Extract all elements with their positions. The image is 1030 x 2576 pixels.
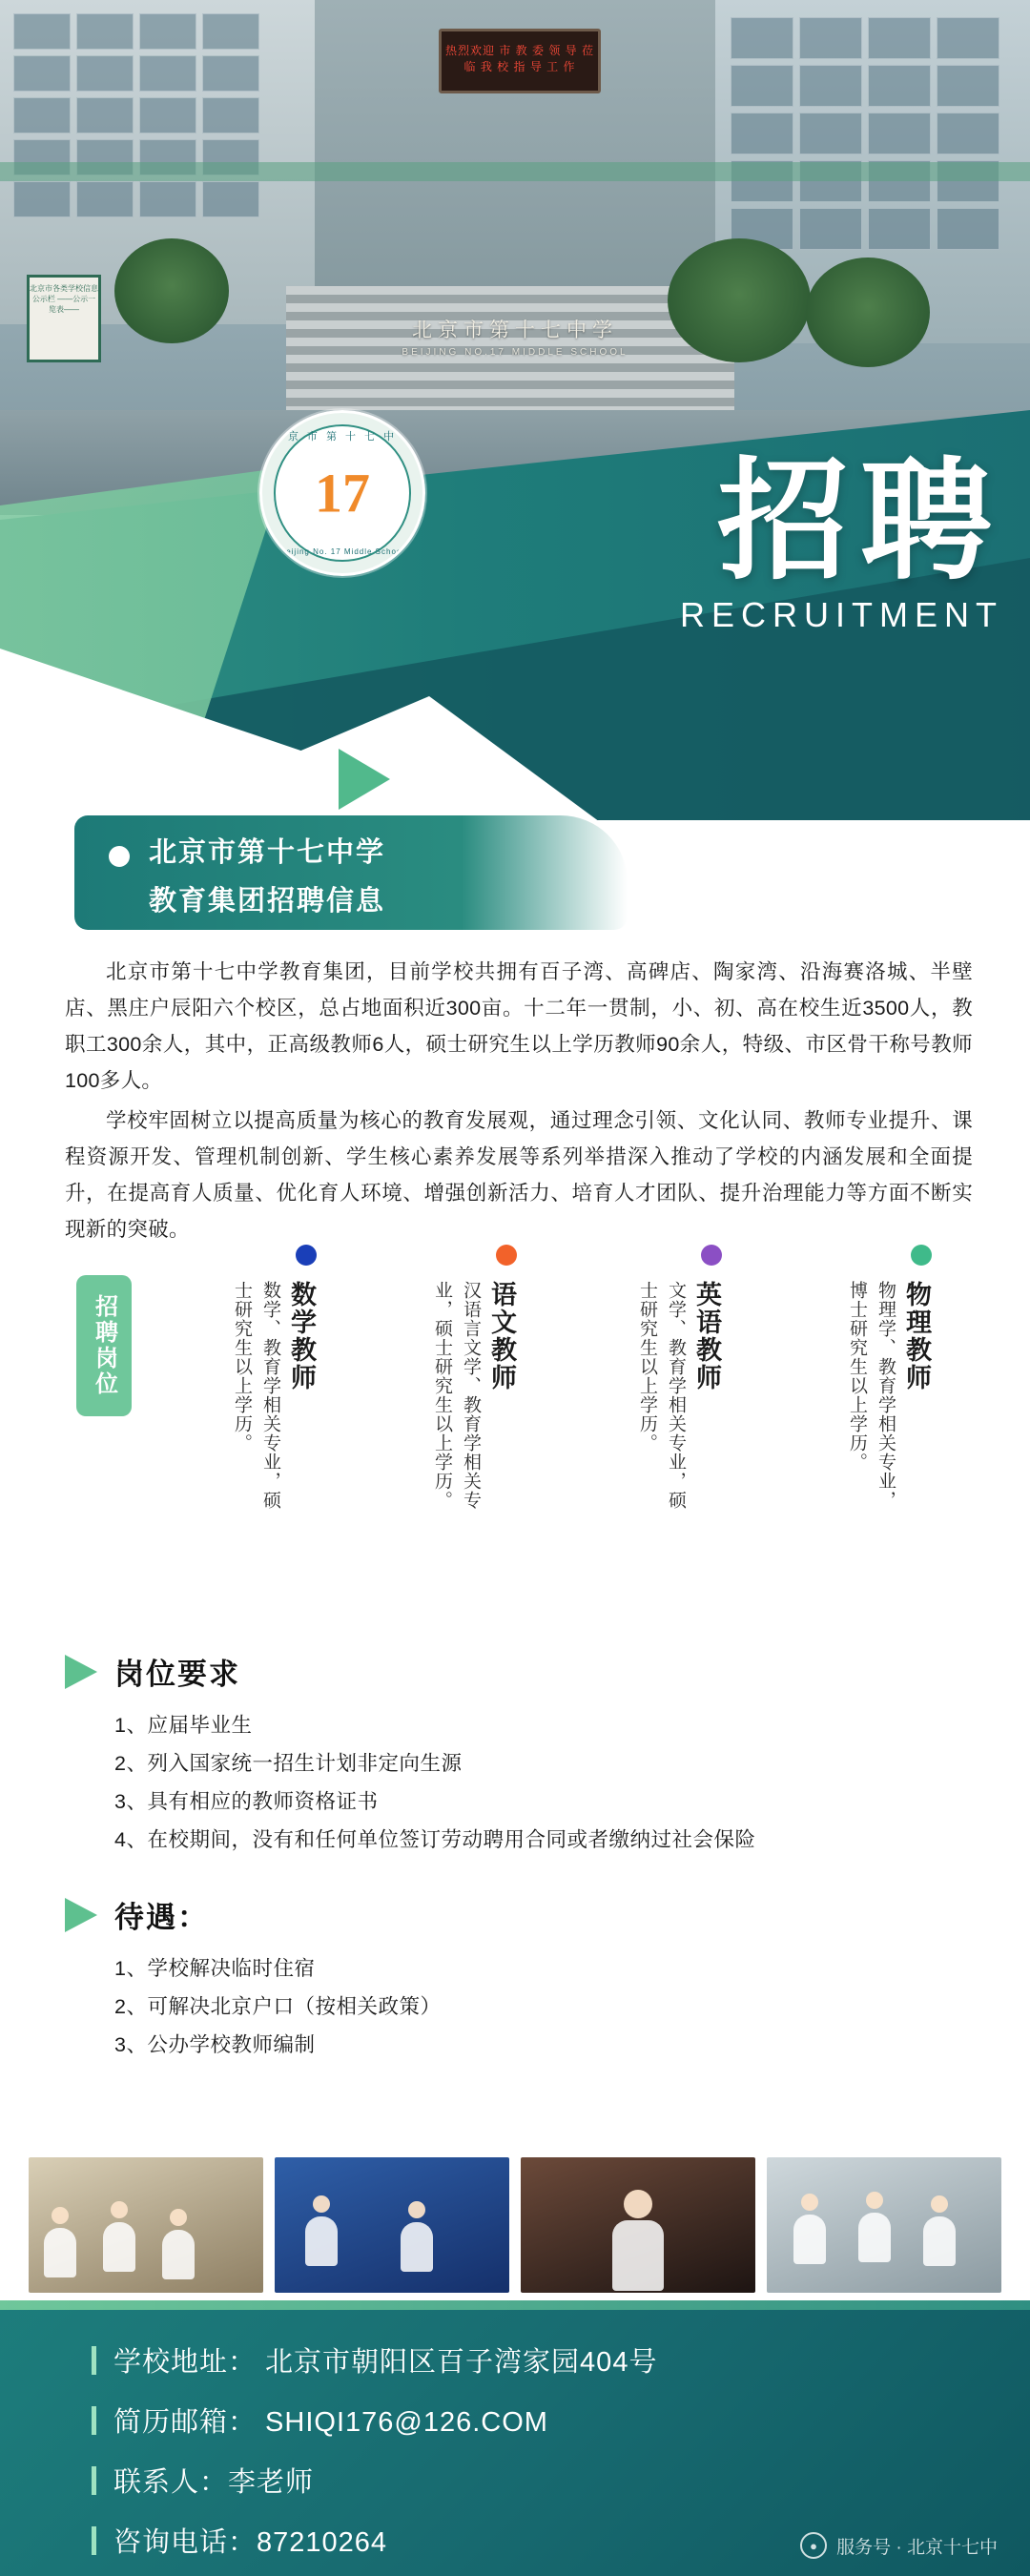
list-item: 1、应届毕业生	[114, 1714, 253, 1737]
school-logo	[259, 410, 425, 576]
logo-cn-text: 北 京 市 第 十 七 中 学	[268, 431, 417, 443]
contact-row-phone	[92, 2521, 657, 2560]
intro-paragraph-1: 北京市第十七中学教育集团，目前学校共拥有百子湾、高碑店、陶家湾、沿海赛洛城、半壁店、黑庄户辰阳六个校区，总占地面积近300亩。十二年一贯制，小、初、高在校生近3500人，教职工300余人，其中，正高级教师6人，硕士研究生以上学历教师90余人，特级、市区骨干称号教师100多人。	[65, 960, 973, 1092]
position-card-3	[587, 1245, 730, 1626]
footer-accent-bar	[0, 2300, 1030, 2310]
row-marker	[92, 2406, 96, 2435]
benefits-list	[65, 1949, 980, 2064]
position-name: 英语教师	[692, 1281, 721, 1391]
official-account-label: 服务号 · 北京十七中	[836, 2537, 998, 2558]
led-display: 热烈欢迎 市 教 委 领 导 莅 临 我 校 指 导 工 作	[439, 29, 601, 93]
tree-icon	[114, 238, 229, 343]
positions-section	[67, 1245, 982, 1626]
intro-paragraph-2: 学校牢固树立以提高质量为核心的教育发展观，通过理念引领、文化认同、教师专业提升、课程资源开发、管理机制创新、学生核心素养发展等系列举措深入推动了学校的内涵发展和全面提升，在提高育人质量、优化育人环境、增强创新活力、培育人才团队、提升治理能力等方面不断实现新的突破。	[65, 1109, 973, 1241]
list-item: 2、列入国家统一招生计划非定向生源	[114, 1752, 463, 1775]
contact-phone[interactable]: 咨询电话：87210264	[113, 2527, 388, 2558]
row-marker	[92, 2346, 96, 2375]
school-gate-sign	[377, 315, 653, 368]
row-marker	[92, 2466, 96, 2495]
gate-sign-en: BEIJING NO.17 MIDDLE SCHOOL	[402, 347, 628, 358]
position-card-1	[181, 1245, 324, 1626]
contact-address: 学校地址： 北京市朝阳区百子湾家园404号	[113, 2347, 658, 2378]
contact-email[interactable]: 简历邮箱： SHIQI176@126.COM	[113, 2407, 548, 2438]
list-item: 3、公办学校教师编制	[114, 2033, 316, 2056]
position-name: 物理教师	[902, 1281, 931, 1391]
position-card-4	[796, 1245, 939, 1626]
position-card-2	[381, 1245, 525, 1626]
banner-title-cn: 招聘	[716, 449, 1003, 595]
logo-mark: 17	[315, 462, 370, 525]
photo-thumbnail-1	[29, 2157, 263, 2293]
window-grid-right	[731, 17, 999, 250]
tree-icon	[806, 258, 930, 367]
position-desc: 汉语言文学、教育学相关专业，硕士研究生以上学历。	[432, 1281, 481, 1510]
gate-sign-cn: 北京市第十七中学	[412, 319, 618, 341]
position-bullet-icon	[496, 1245, 517, 1266]
list-item: 2、可解决北京户口（按相关政策）	[114, 1995, 442, 2018]
green-awning-strip	[0, 162, 1030, 181]
photo-strip	[29, 2157, 1001, 2293]
requirements-title: 岗位要求	[114, 1658, 240, 1691]
contact-footer	[0, 2300, 1030, 2576]
position-bullet-icon	[296, 1245, 317, 1266]
position-desc: 数学、教育学相关专业，硕士研究生以上学历。	[232, 1281, 280, 1510]
photo-thumbnail-2	[275, 2157, 509, 2293]
positions-label: 招聘岗位	[76, 1275, 132, 1416]
contact-row-person	[92, 2461, 657, 2500]
banner-title-block	[412, 449, 1003, 635]
play-triangle-icon	[339, 749, 390, 810]
position-name: 数学教师	[287, 1281, 316, 1391]
headline-line-2: 教育集团招聘信息	[149, 886, 386, 917]
contact-row-email	[92, 2401, 657, 2440]
benefits-header	[65, 1893, 980, 1936]
position-desc: 文学、教育学相关专业，硕士研究生以上学历。	[637, 1281, 686, 1510]
benefits-title: 待遇：	[114, 1901, 209, 1934]
bullet-dot-icon	[109, 846, 130, 867]
position-name: 语文教师	[487, 1281, 516, 1391]
list-item: 4、在校期间，没有和任何单位签订劳动聘用合同或者缴纳过社会保险	[114, 1828, 756, 1851]
intro-body	[65, 954, 973, 1251]
photo-thumbnail-4	[767, 2157, 1001, 2293]
notice-board: 北京市各类学校信息公示栏 ——公示一览表——	[27, 275, 101, 362]
requirements-list	[65, 1706, 980, 1859]
list-item: 3、具有相应的教师资格证书	[114, 1790, 379, 1813]
contact-person: 联系人：李老师	[113, 2467, 315, 2498]
contact-row-address	[92, 2340, 657, 2380]
requirements-section	[65, 1650, 980, 1859]
photo-thumbnail-3	[521, 2157, 755, 2293]
arrow-right-icon	[65, 1655, 97, 1689]
window-grid-left	[13, 13, 259, 217]
logo-en-text: Beijing No. 17 Middle School	[279, 547, 405, 556]
position-bullet-icon	[911, 1245, 932, 1266]
official-account-badge[interactable]	[800, 2532, 998, 2559]
headline-pill	[74, 815, 628, 930]
arrow-right-icon	[65, 1898, 97, 1932]
requirements-header	[65, 1650, 980, 1693]
tree-icon	[668, 238, 811, 362]
list-item: 1、学校解决临时住宿	[114, 1957, 316, 1980]
headline-line-1: 北京市第十七中学	[149, 837, 386, 868]
banner-title-en: RECRUITMENT	[680, 595, 1003, 634]
position-bullet-icon	[701, 1245, 722, 1266]
position-desc: 物理学、教育学相关专业，博士研究生以上学历。	[847, 1281, 896, 1510]
benefits-section	[65, 1893, 980, 2064]
wechat-icon: ●	[800, 2532, 827, 2559]
contact-rows	[92, 2340, 657, 2576]
row-marker	[92, 2526, 96, 2555]
